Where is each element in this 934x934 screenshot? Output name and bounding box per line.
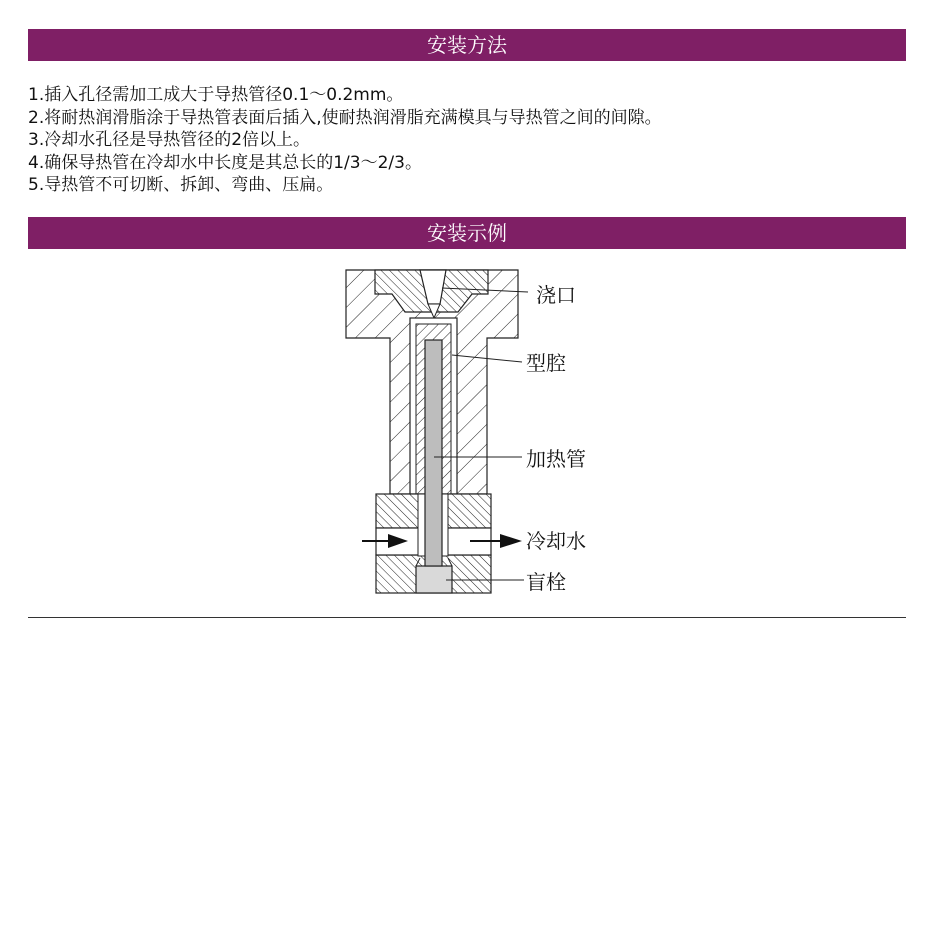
install-steps-list <box>28 84 906 197</box>
section-header-install-example <box>28 217 906 249</box>
heat-pipe <box>425 340 442 566</box>
bottom-divider <box>28 617 906 618</box>
section-title-install-example: 安装示例 <box>427 221 507 245</box>
section-header-install-method <box>28 29 906 61</box>
install-step: 5.导热管不可切断、拆卸、弯曲、压扁。 <box>28 175 334 195</box>
install-step: 4.确保导热管在冷却水中长度是其总长的1/3～2/3。 <box>28 152 422 173</box>
label-gate: 浇口 <box>536 283 576 307</box>
label-blind-plug: 盲栓 <box>526 570 566 594</box>
label-heat-pipe: 加热管 <box>526 447 586 471</box>
installation-diagram <box>0 255 934 605</box>
label-cavity: 型腔 <box>526 351 566 375</box>
install-step: 3.冷却水孔径是导热管径的2倍以上。 <box>28 130 311 150</box>
section-title-install-method: 安装方法 <box>427 33 507 57</box>
install-step: 2.将耐热润滑脂涂于导热管表面后插入,使耐热润滑脂充满模具与导热管之间的间隙。 <box>28 107 662 128</box>
install-step: 1.插入孔径需加工成大于导热管径0.1～0.2mm。 <box>28 85 404 105</box>
label-cooling-water: 冷却水 <box>526 529 586 553</box>
outlet-arrow-icon <box>500 534 522 548</box>
